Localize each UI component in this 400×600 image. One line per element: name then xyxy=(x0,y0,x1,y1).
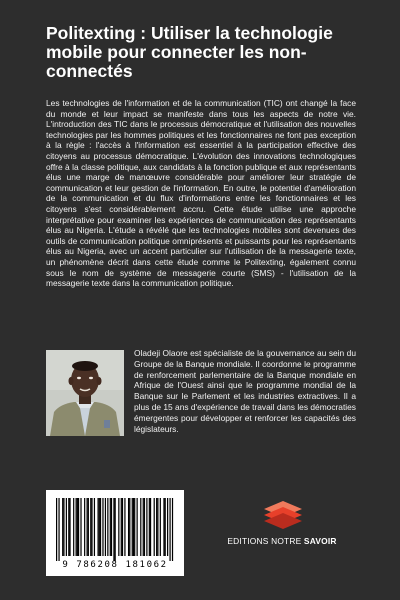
publisher-logo-icon xyxy=(258,497,308,531)
author-photo xyxy=(46,350,124,436)
book-title: Politexting : Utiliser la technologie mobile pour connecter les non-connectés xyxy=(46,23,333,81)
barcode-bars xyxy=(46,490,184,562)
publisher-name-light: EDITIONS NOTRE xyxy=(227,536,304,546)
author-bio: Oladeji Olaore est spécialiste de la gouvernance au sein du Groupe de la Banque mondiale. Il coordonne le programme de renforcement parlementaire de la Banque mondiale en Afrique de l'Ouest ainsi que le programme mondial de la Banque sur le Parlement et les industries extractives. Il a plus de 15 ans d'expérience de travail dans les démocraties émergentes pour développer et renforcer les capacités des législateurs. xyxy=(134,348,356,434)
book-abstract: Les technologies de l'information et de la communication (TIC) ont changé la face du monde et leur impact se manifeste dans tous les aspects de notre vie. L'introduction des TIC dans le processus démocratique et l'utilisation des nouvelles technologies par les hommes politiques et les fonctionnaires ne font pas exception à la règle : l'accès à l'information est essentiel à la participation effective des citoyens au processus démocratique. L'évolution des innovations technologiques offre à la classe politique, aux candidats à la fonction publique et aux représentants élus une marge de manœuvre considérable pour améliorer leur stratégie de communication et leur gestion de l'information. En outre, le potentiel d'amélioration de la communication et du flux d'informations entre les fonctionnaires et les citoyens s'est considérablement accru. Cette étude utilise une approche interprétative pour examiner les expériences de communication des représentants élus au Nigeria. L'étude a révélé que les technologies mobiles sont devenues des outils de communication politique omniprésents et puissants pour les représentants élus au Nigeria, avec un accent particulier sur l'utilisation de la messagerie texte, un phénomène décrit dans cette étude comme le Politexting, également connu sous le nom de système de messagerie courte (SMS) - l'utilisation de la messagerie texte dans la communication politique. xyxy=(46,98,356,289)
publisher-name xyxy=(222,536,342,546)
publisher-name-bold: SAVOIR xyxy=(303,536,337,546)
author-portrait-image xyxy=(46,350,124,436)
isbn-barcode xyxy=(46,490,184,576)
isbn-digits: 9 786208 181062 xyxy=(62,560,168,570)
